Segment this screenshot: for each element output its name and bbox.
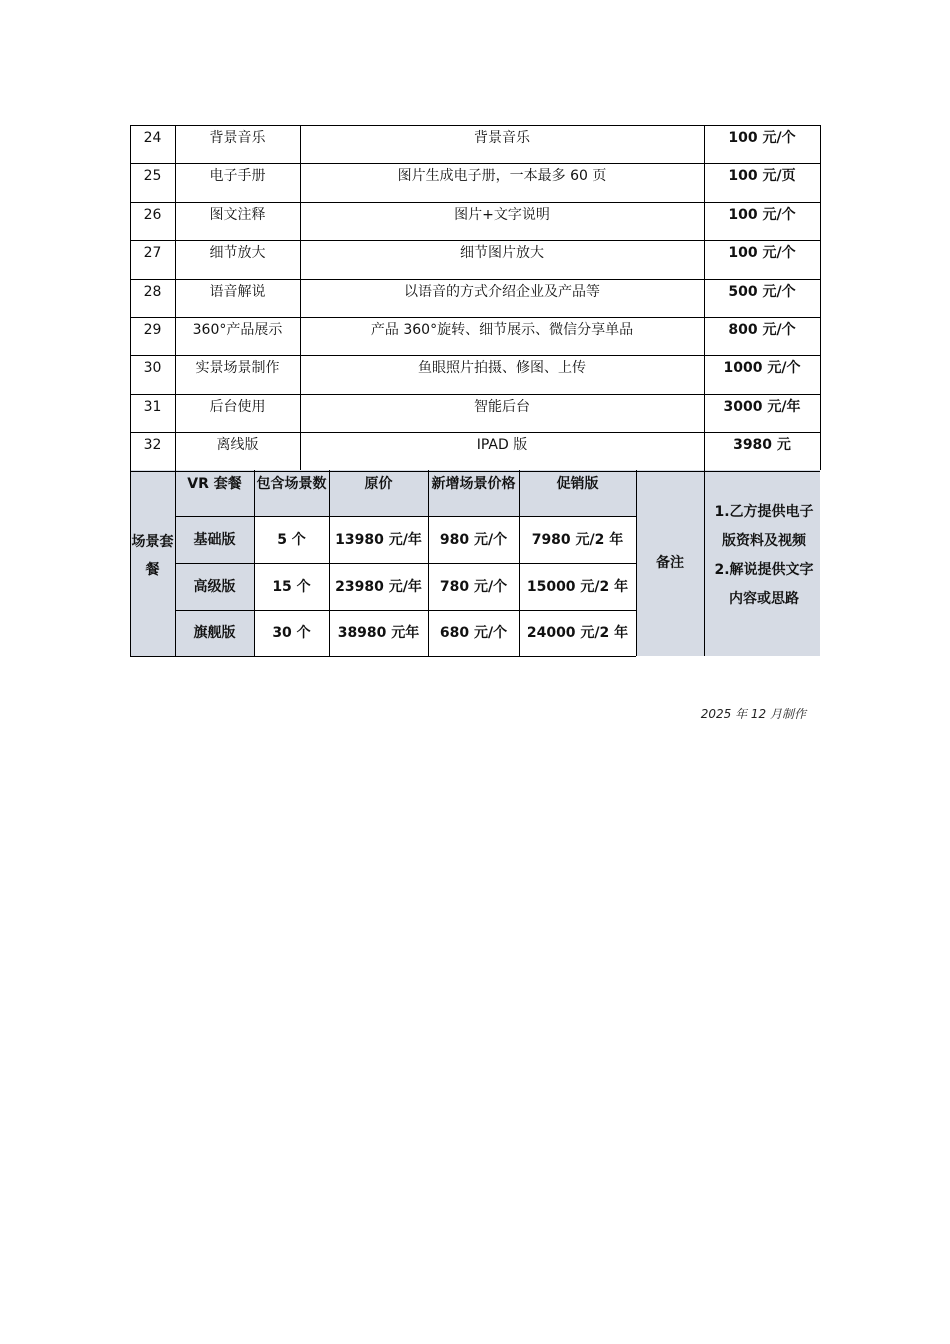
package-header: 原价 — [329, 470, 428, 516]
grid-line — [130, 432, 820, 433]
grid-line — [130, 355, 820, 356]
footer-note: 2025 年 12 月制作 — [700, 707, 806, 721]
item-description: 鱼眼照片拍摄、修图、上传 — [418, 360, 586, 377]
grid-line — [130, 279, 820, 280]
package-cell: 980 元/个 — [439, 531, 508, 548]
grid-line — [130, 394, 820, 395]
grid-line — [175, 610, 636, 611]
item-name: 语音解说 — [209, 283, 266, 300]
package-tier: 旗舰版 — [175, 610, 254, 656]
item-price: 100 元/个 — [728, 245, 796, 262]
remark-line: 1.乙方提供电子 — [714, 504, 814, 520]
item-number: 30 — [143, 360, 162, 377]
remark-line: 内容或思路 — [729, 591, 799, 607]
remark-text — [704, 470, 820, 656]
grid-line — [130, 125, 820, 126]
package-cell: 38980 元年 — [337, 625, 420, 641]
grid-line — [130, 317, 820, 318]
item-name: 实景场景制作 — [195, 360, 280, 377]
item-name: 背景音乐 — [209, 130, 266, 146]
item-description: 图片+文字说明 — [454, 206, 550, 223]
item-price: 1000 元/个 — [723, 360, 801, 377]
remark-line: 2.解说提供文字 — [714, 562, 814, 578]
item-description: 以语音的方式介绍企业及产品等 — [404, 283, 600, 300]
item-number: 28 — [143, 283, 162, 300]
item-number: 25 — [143, 168, 162, 185]
item-price: 3980 元 — [733, 437, 791, 454]
item-name: 360°产品展示 — [192, 322, 283, 338]
remark-label: 备注 — [636, 470, 704, 656]
grid-line — [820, 125, 821, 470]
package-header: 包含场景数 — [254, 470, 329, 516]
grid-line — [130, 470, 131, 656]
grid-line — [300, 125, 301, 470]
item-number: 26 — [143, 206, 162, 223]
grid-line — [130, 125, 131, 470]
grid-line — [130, 471, 820, 472]
grid-line — [130, 202, 820, 203]
item-number: 31 — [143, 398, 162, 415]
grid-line — [704, 470, 705, 656]
item-name: 离线版 — [216, 437, 259, 454]
item-description: 智能后台 — [474, 398, 530, 415]
grid-line — [175, 516, 636, 517]
item-description: IPAD 版 — [476, 437, 528, 454]
grid-line — [636, 470, 637, 656]
item-number: 29 — [143, 322, 162, 338]
item-number: 24 — [143, 130, 162, 146]
grid-line — [704, 125, 705, 470]
item-price: 100 元/页 — [728, 168, 796, 185]
package-label: 场景套餐 — [130, 470, 175, 656]
item-number: 32 — [143, 437, 162, 454]
grid-line — [175, 563, 636, 564]
item-name: 细节放大 — [209, 245, 266, 262]
item-number: 27 — [143, 245, 162, 262]
grid-line — [130, 163, 820, 164]
package-cell: 15 个 — [272, 578, 311, 595]
item-price: 800 元/个 — [728, 322, 796, 338]
item-description: 图片生成电子册，一本最多 60 页 — [397, 168, 607, 185]
remark-line: 版资料及视频 — [722, 533, 806, 549]
grid-line — [130, 656, 636, 657]
package-cell: 24000 元/2 年 — [526, 625, 629, 641]
package-cell: 680 元/个 — [439, 625, 508, 641]
item-price: 3000 元/年 — [723, 398, 801, 415]
item-name: 电子手册 — [209, 168, 266, 185]
package-cell: 30 个 — [272, 625, 311, 641]
item-name: 后台使用 — [209, 398, 266, 415]
package-cell: 23980 元/年 — [335, 578, 422, 595]
package-tier: 高级版 — [175, 563, 254, 610]
package-cell: 780 元/个 — [439, 578, 508, 595]
package-cell: 13980 元/年 — [335, 531, 422, 548]
grid-line — [175, 125, 176, 470]
package-cell: 5 个 — [277, 531, 306, 548]
item-price: 100 元/个 — [728, 206, 796, 223]
package-header: 促销版 — [519, 470, 636, 516]
package-tier: 基础版 — [175, 516, 254, 563]
item-description: 产品 360°旋转、细节展示、微信分享单品 — [370, 322, 634, 338]
grid-line — [130, 240, 820, 241]
item-price: 500 元/个 — [728, 283, 796, 300]
package-cell: 7980 元/2 年 — [531, 531, 624, 548]
package-header: VR 套餐 — [175, 470, 254, 516]
item-price: 100 元/个 — [728, 130, 796, 146]
item-name: 图文注释 — [209, 206, 266, 223]
package-header: 新增场景价格 — [428, 470, 519, 516]
package-cell: 15000 元/2 年 — [526, 578, 629, 595]
item-description: 细节图片放大 — [460, 245, 544, 262]
item-description: 背景音乐 — [474, 130, 530, 146]
